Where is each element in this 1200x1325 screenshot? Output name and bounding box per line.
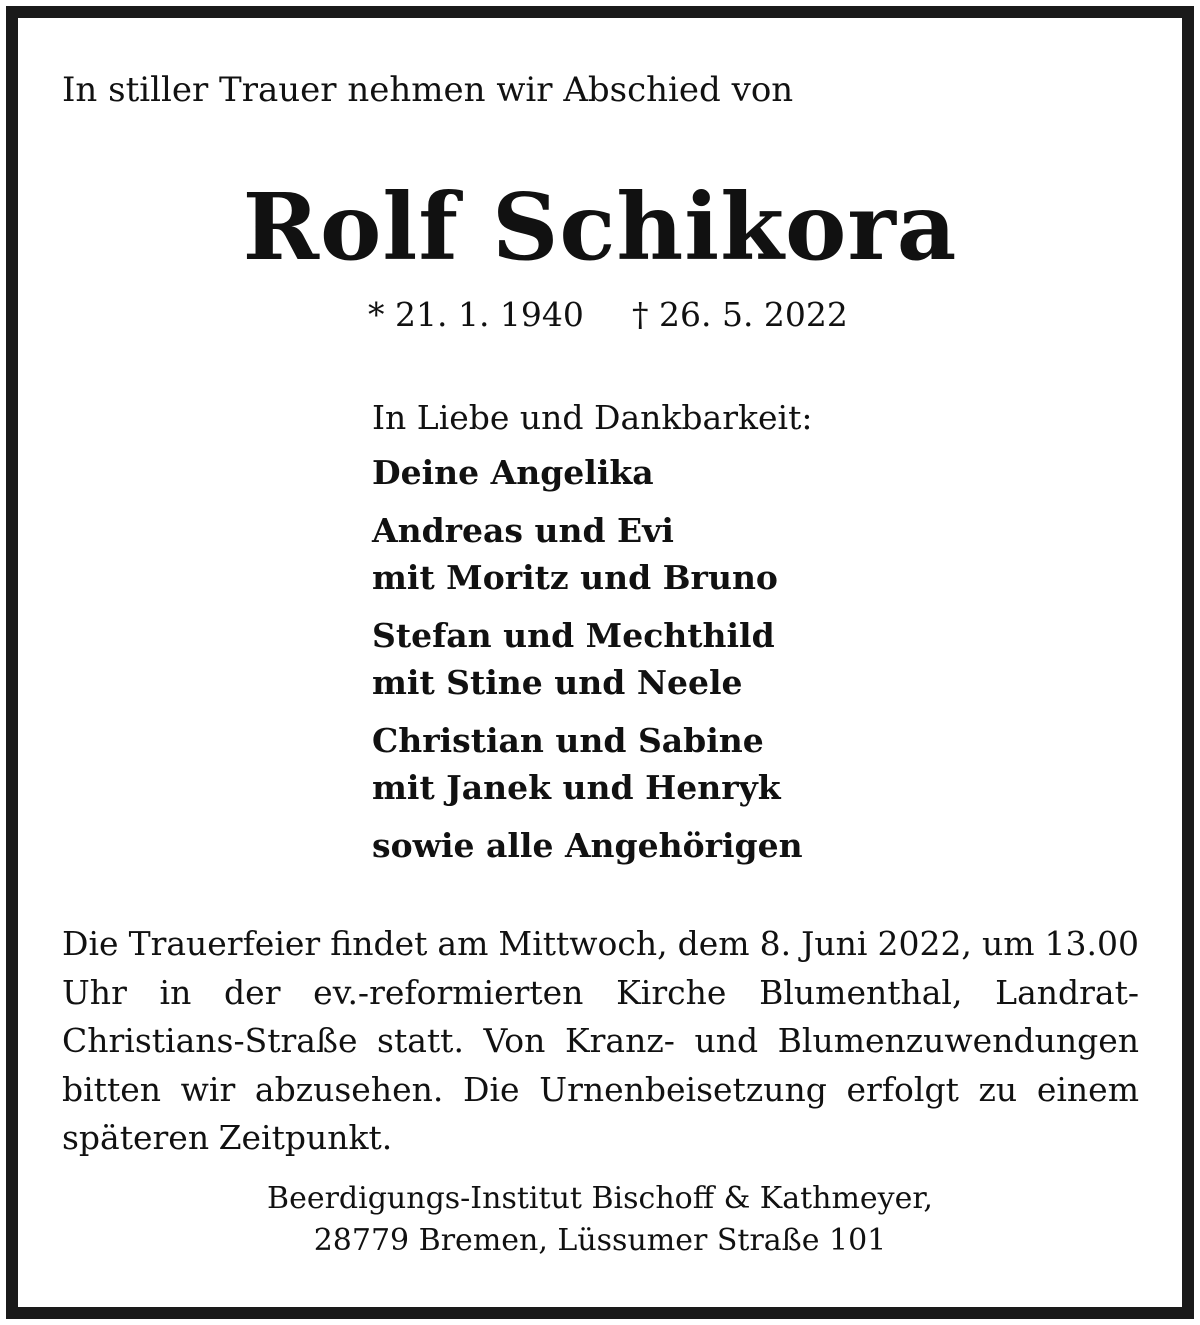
family-line: Stefan und Mechthild	[372, 616, 775, 655]
family-line: mit Moritz und Bruno	[372, 558, 778, 597]
family-line: mit Janek und Henryk	[372, 768, 781, 807]
undertaker-info	[0, 1178, 1200, 1262]
family-lead: In Liebe und Dankbarkeit:	[372, 398, 813, 437]
family-line: Christian und Sabine	[372, 721, 764, 760]
family-line: Deine Angelika	[372, 453, 654, 492]
birth-date: * 21. 1. 1940	[368, 295, 584, 334]
deceased-name: Rolf Schikora	[242, 173, 958, 281]
intro-line: In stiller Trauer nehmen wir Abschied von	[62, 70, 794, 110]
family-group	[372, 822, 812, 869]
undertaker-name: Beerdigungs-Institut Bischoff & Kathmeyer,	[267, 1181, 933, 1216]
undertaker-address: 28779 Bremen, Lüssumer Straße 101	[313, 1223, 887, 1258]
family-line: Andreas und Evi	[372, 511, 674, 550]
family-group	[372, 449, 812, 496]
family-block	[372, 395, 812, 880]
family-group	[372, 507, 812, 601]
death-date: † 26. 5. 2022	[632, 295, 848, 334]
family-line: mit Stine und Neele	[372, 663, 743, 702]
funeral-notice: Die Trauerfeier findet am Mittwoch, dem 8. Juni 2022, um 13.00 Uhr in der ev.-reformierten Kirche Blumenthal, Landrat-Christians-Straße statt. Von Kranz- und Blumenzuwendungen bitten wir abzusehen. Die Urnenbeisetzung erfolgt zu einem späteren Zeitpunkt.	[62, 924, 1139, 1157]
family-group	[372, 717, 812, 811]
family-group	[372, 612, 812, 706]
family-line: sowie alle Angehörigen	[372, 826, 803, 865]
